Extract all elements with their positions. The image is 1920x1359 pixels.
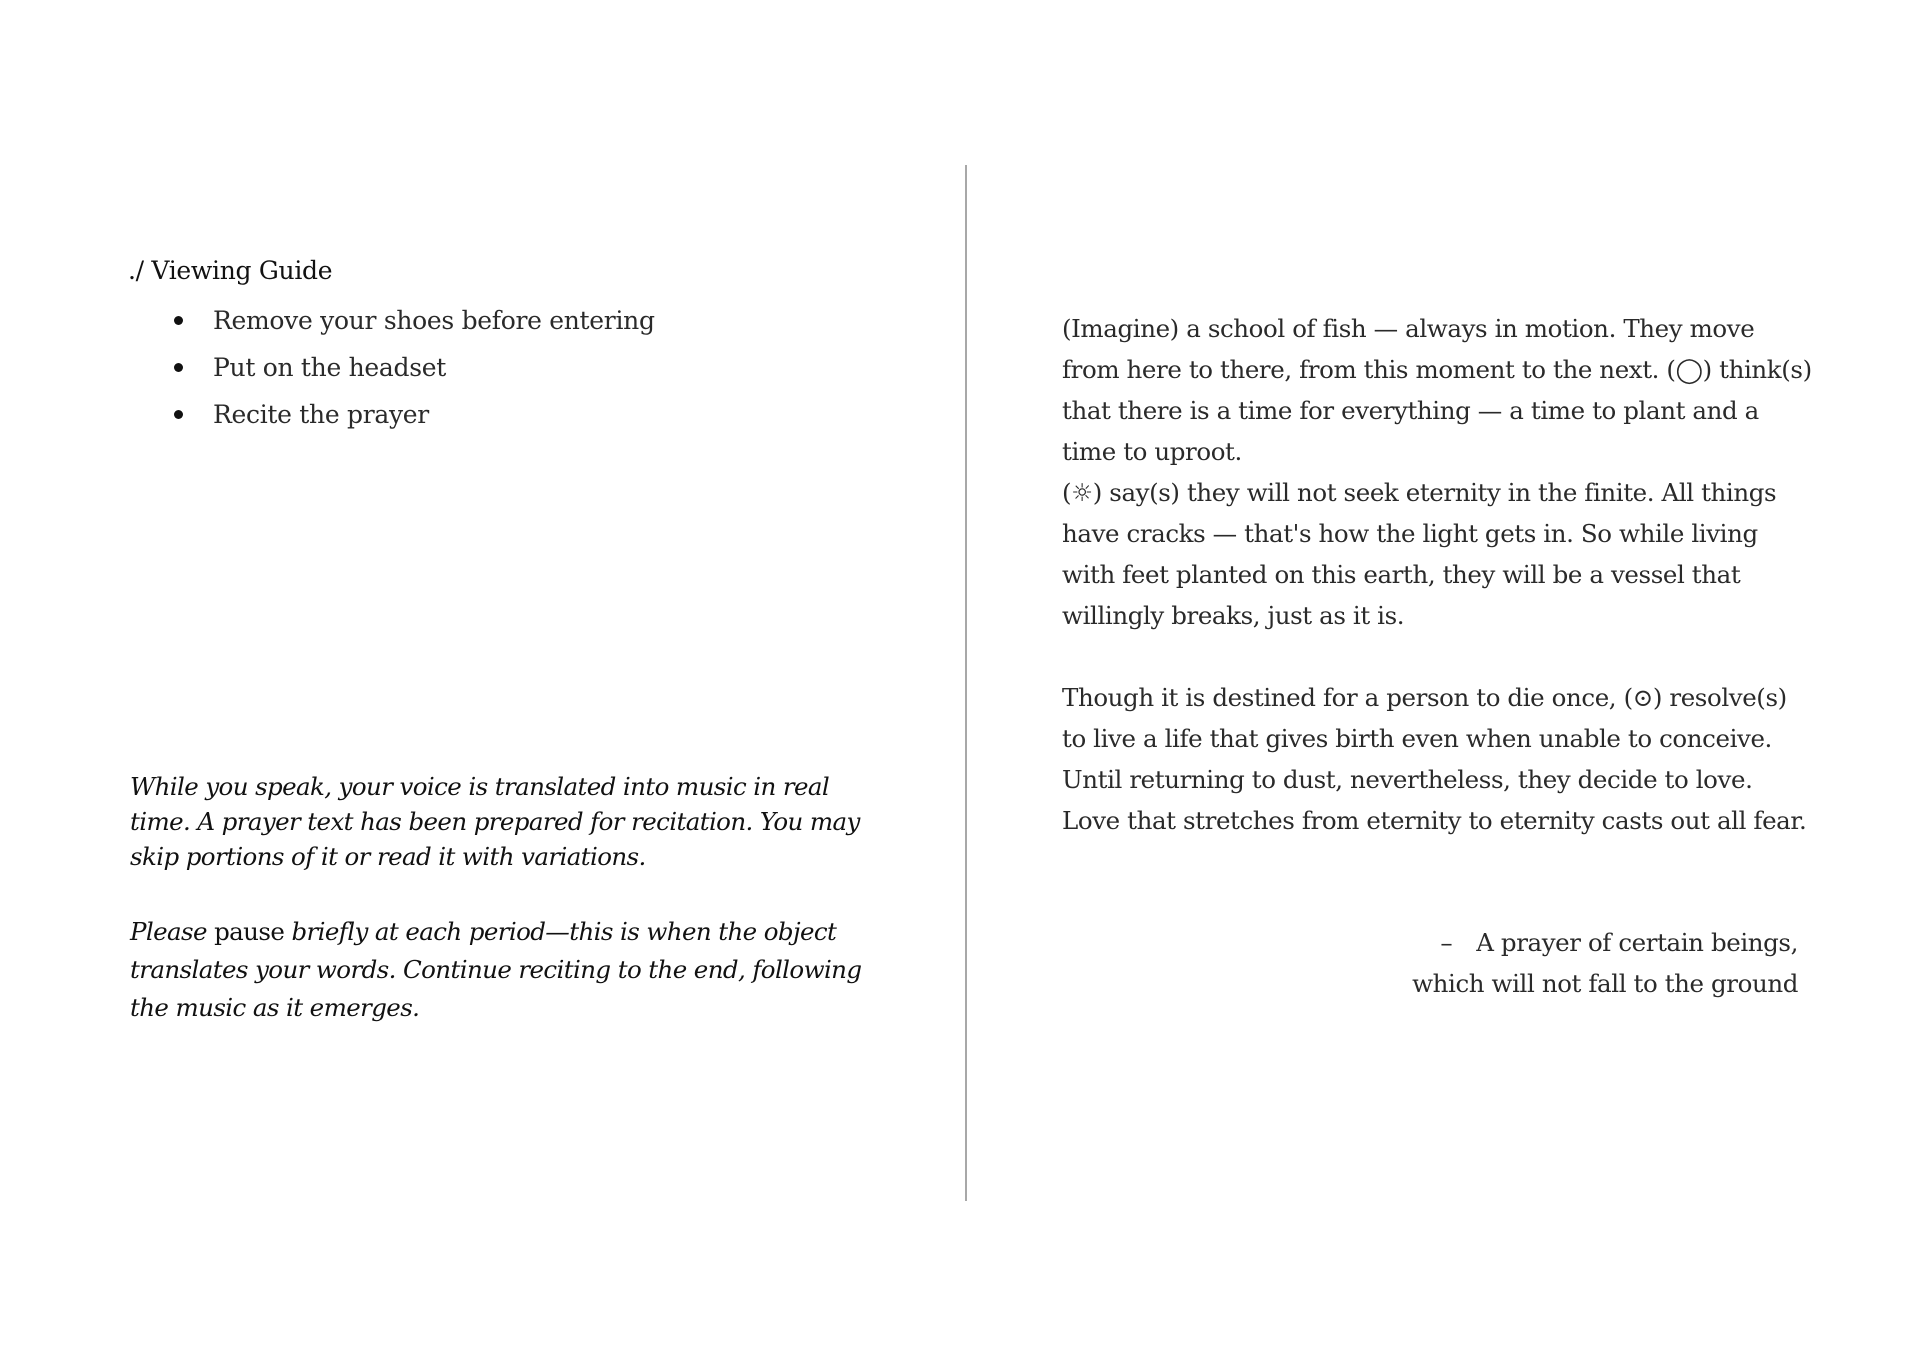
viewing-guide-list: [170, 297, 655, 438]
instructions-paragraph-2: [130, 913, 890, 1027]
prayer-paragraph-1: (Imagine) a school of fish — always in motion. They move from here to there, from this moment to the next. (◯) think(s) that there is a time for everything — a time to plant and a time to uproot.: [1062, 314, 1812, 466]
attribution-dash: –: [1440, 928, 1453, 957]
instructions-paragraph-1: While you speak, your voice is translated into music in real time. A prayer text has been prepared for recitation. You may skip portions of it or read it with variations.: [130, 772, 860, 871]
list-item: [170, 344, 655, 391]
list-item-text: Recite the prayer: [213, 400, 429, 429]
bullet-icon: [174, 410, 183, 419]
prayer-paragraph-2: (☼) say(s) they will not seek eternity in the finite. All things have cracks — that's how the light gets in. So while living with feet planted on this earth, they will be a vessel that willingly breaks, just as it is.: [1062, 478, 1777, 630]
list-item-text: Remove your shoes before entering: [213, 306, 655, 335]
attribution-text-1: A prayer of certain beings,: [1476, 928, 1798, 957]
bullet-icon: [174, 363, 183, 372]
list-item: [170, 391, 655, 438]
instructions-text-start: Please: [130, 917, 215, 946]
prayer-attribution: [1412, 922, 1798, 1004]
list-item-text: Put on the headset: [213, 353, 446, 382]
attribution-line-1: [1412, 922, 1798, 963]
bullet-icon: [174, 316, 183, 325]
attribution-line-2: which will not fall to the ground: [1412, 969, 1798, 998]
instructions-text-upright: pause: [214, 917, 285, 946]
list-item: [170, 297, 655, 344]
column-divider: [965, 165, 967, 1201]
instructions-text-rest: briefly at each period—this is when the object translates your words. Continue reciting to the end, following the music as it emerges.: [130, 917, 862, 1022]
viewing-guide-title: ./ Viewing Guide: [128, 256, 333, 285]
prayer-paragraph-3: Though it is destined for a person to die once, (⊙) resolve(s) to live a life that gives birth even when unable to conceive. Until returning to dust, nevertheless, they decide to love. Love that stretches from eternity to eternity casts out all fear.: [1062, 683, 1807, 835]
